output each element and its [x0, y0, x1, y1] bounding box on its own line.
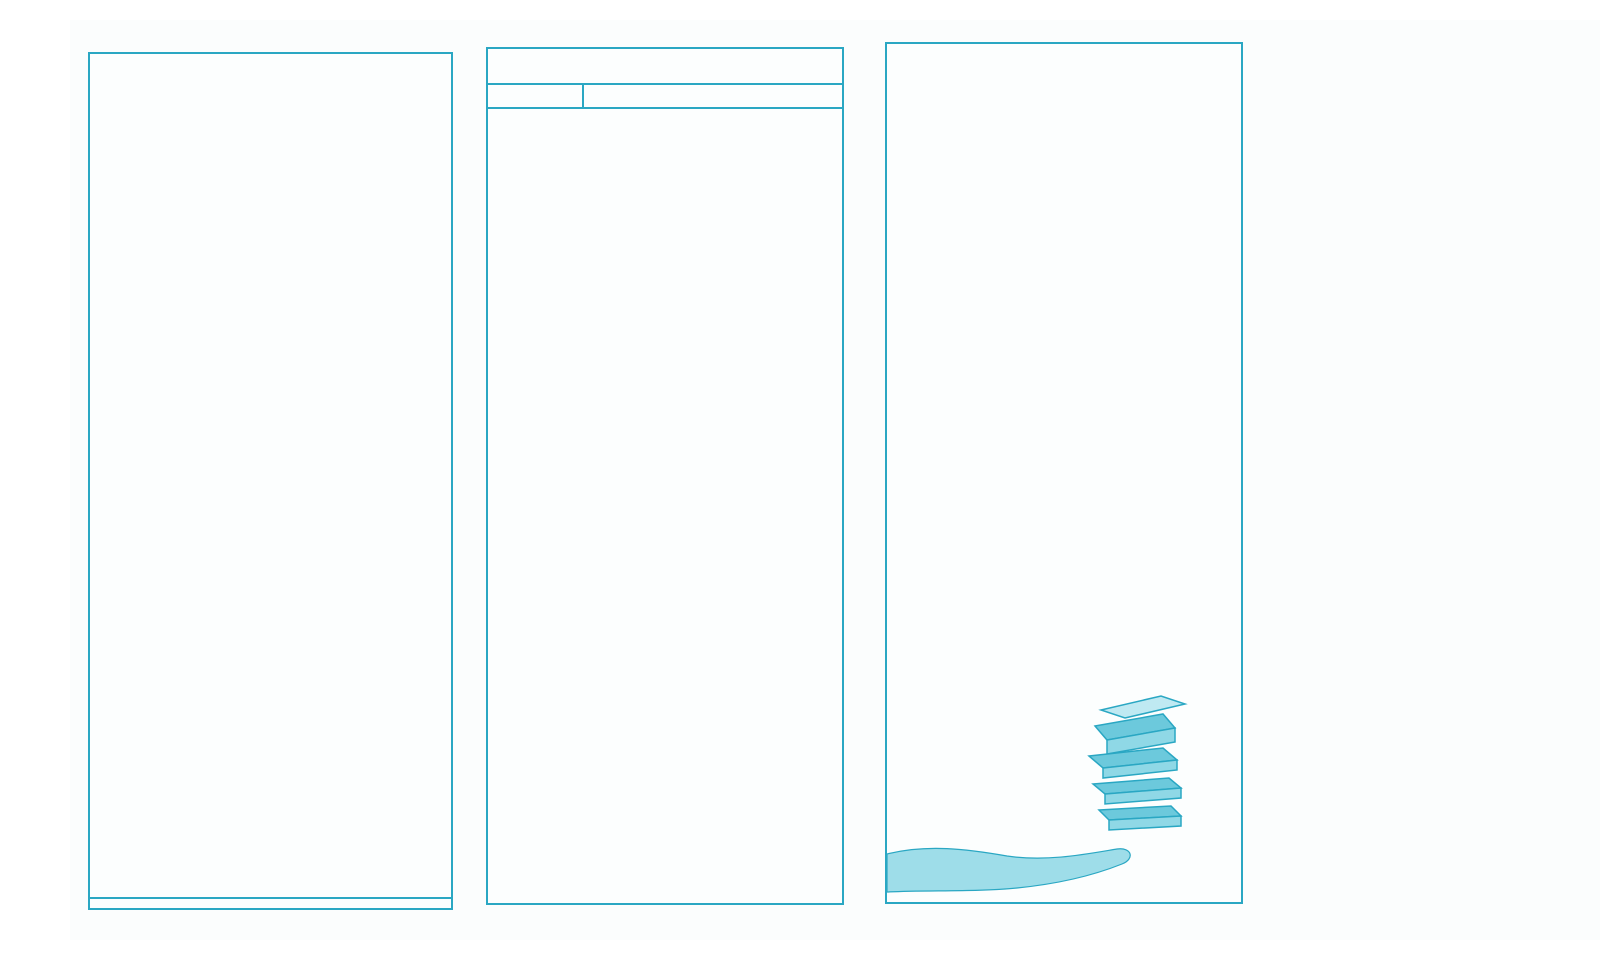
- programme-rows: [488, 107, 842, 903]
- time-column-header: [488, 85, 584, 107]
- about-panel: [88, 52, 453, 910]
- programme-header-row: [488, 85, 842, 109]
- events-column-header: [584, 85, 842, 107]
- rules-panel: [885, 42, 1243, 904]
- open-hand-icon: [887, 848, 1130, 892]
- book-stack-icon: [1089, 696, 1185, 830]
- programme-title: [488, 49, 842, 85]
- programme-panel: [486, 47, 844, 905]
- knowledge-illustration: [887, 644, 1243, 904]
- website-link[interactable]: [90, 897, 451, 908]
